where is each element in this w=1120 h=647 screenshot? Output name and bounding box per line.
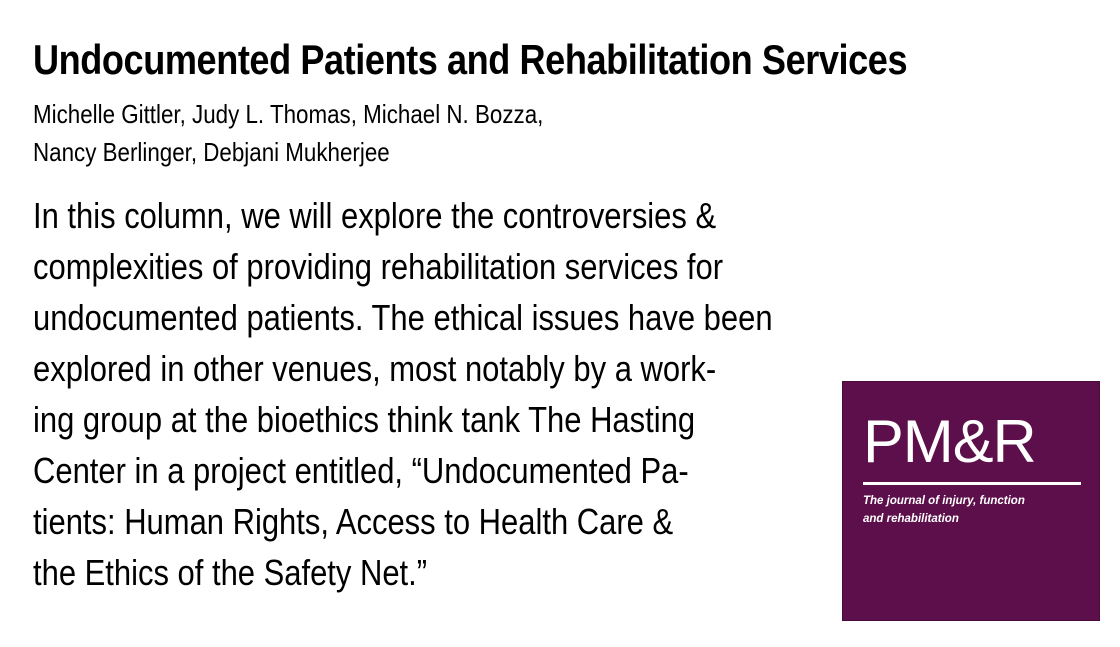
- journal-logo: [842, 381, 1100, 621]
- paragraph-line: the Ethics of the Safety Net.”: [33, 552, 428, 593]
- paragraph-line: explored in other venues, most notably by a work-: [33, 348, 717, 389]
- author-line: Nancy Berlinger, Debjani Mukherjee: [33, 137, 390, 167]
- paragraph-line: Center in a project entitled, “Undocumented Pa-: [33, 450, 689, 491]
- paragraph-line: tients: Human Rights, Access to Health Care &: [33, 501, 674, 542]
- logo-tagline-line: The journal of injury, function: [863, 495, 1025, 507]
- paragraph-line: complexities of providing rehabilitation services for: [33, 246, 724, 287]
- abstract-paragraph: [33, 190, 773, 598]
- paragraph-line: ing group at the bioethics think tank The Hasting: [33, 399, 696, 440]
- logo-divider: [863, 482, 1081, 485]
- paragraph-line: undocumented patients. The ethical issues have been: [33, 297, 773, 338]
- logo-tagline-line: and rehabilitation: [863, 513, 959, 525]
- author-list: [33, 95, 543, 171]
- logo-wordmark: PM&R: [863, 408, 1036, 475]
- paragraph-line: In this column, we will explore the controversies &: [33, 195, 717, 236]
- logo-tagline: [863, 492, 1025, 528]
- author-line: Michelle Gittler, Judy L. Thomas, Michael N. Bozza,: [33, 99, 544, 129]
- page-title: Undocumented Patients and Rehabilitation Services: [33, 36, 908, 83]
